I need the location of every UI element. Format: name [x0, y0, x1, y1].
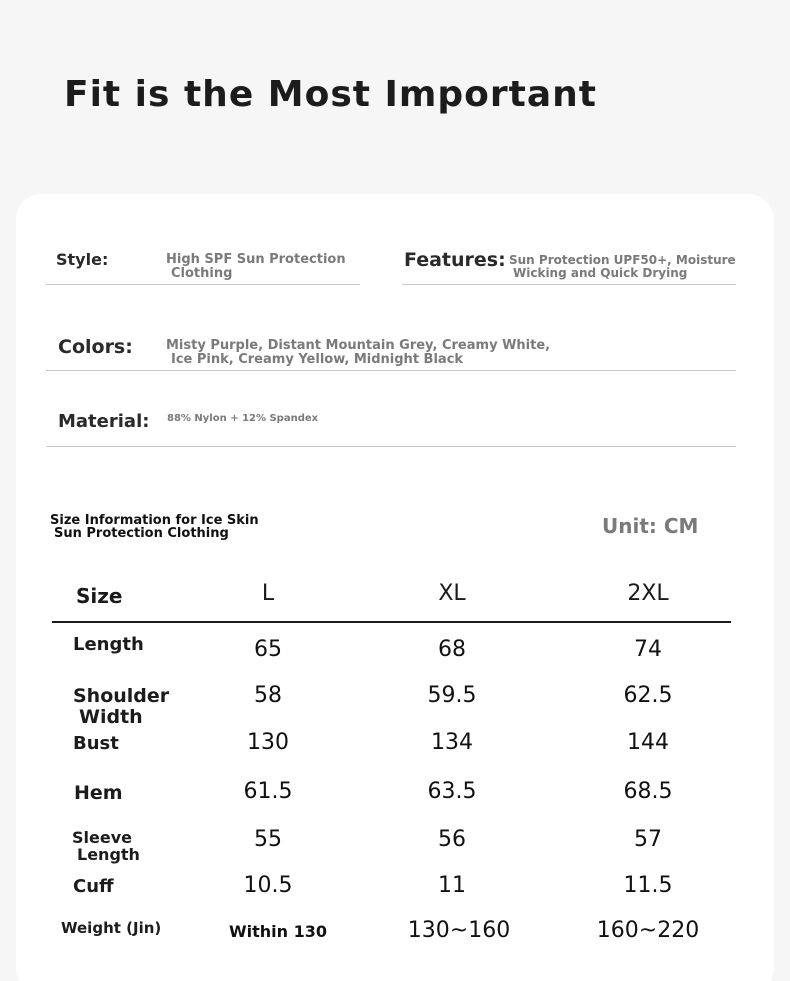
row-label-shoulder-width-line1: Shoulder	[73, 685, 170, 707]
colors-value-line2: Ice Pink, Creamy Yellow, Midnight Black	[171, 351, 464, 367]
material-value: 88% Nylon + 12% Spandex	[167, 413, 319, 424]
row-label-shoulder-width-line2: Width	[79, 705, 143, 728]
size-column-l: L	[261, 581, 275, 606]
style-value-line1: High SPF Sun Protection	[166, 252, 346, 267]
cell-weight-xl: 130~160	[407, 918, 511, 943]
cell-hem-2xl: 68.5	[623, 779, 673, 804]
cell-bust-2xl: 144	[627, 730, 669, 755]
row-label-weight	[61, 920, 161, 936]
style-value	[166, 253, 346, 280]
style-value-line2: Clothing	[171, 265, 233, 281]
row-label-sleeve-length-line2: Length	[77, 845, 140, 865]
colors-value-line1: Misty Purple, Distant Mountain Grey, Creamy White,	[166, 338, 551, 353]
size-info-title-line1: Size Information for Ice Skin	[50, 513, 259, 528]
style-divider	[46, 284, 360, 285]
cell-shoulder-width-xl: 59.5	[427, 683, 477, 708]
colors-value	[166, 339, 550, 366]
colors-label: Colors:	[58, 336, 133, 358]
cell-length-2xl: 74	[634, 637, 662, 662]
row-label-shoulder-width	[73, 686, 169, 727]
cell-cuff-l: 10.5	[243, 873, 293, 898]
cell-hem-xl: 63.5	[427, 779, 477, 804]
material-label: Material:	[58, 411, 150, 432]
row-label-hem	[74, 783, 123, 804]
row-label-bust-line1: Bust	[73, 733, 119, 754]
row-label-length	[73, 635, 144, 654]
row-label-cuff-line1: Cuff	[73, 876, 114, 897]
cell-bust-l: 130	[247, 730, 289, 755]
cell-weight-l: Within 130	[228, 922, 328, 941]
row-label-length-line1: Length	[73, 634, 144, 655]
row-label-weight-line1: Weight (Jin)	[61, 919, 162, 937]
row-label-sleeve-length-line1: Sleeve	[72, 828, 132, 847]
material-divider	[46, 446, 736, 447]
size-info-title	[50, 514, 259, 540]
unit-label: Unit: CM	[602, 514, 699, 538]
cell-bust-xl: 134	[431, 730, 473, 755]
cell-weight-2xl: 160~220	[596, 918, 700, 943]
size-column-2xl: 2XL	[627, 581, 669, 606]
features-divider	[402, 284, 736, 285]
row-label-cuff	[73, 877, 114, 896]
page-title: Fit is the Most Important	[64, 74, 597, 115]
header-divider	[52, 621, 731, 623]
features-value-line1: Sun Protection UPF50+, Moisture	[509, 253, 736, 267]
cell-cuff-xl: 11	[438, 873, 466, 898]
cell-sleeve-length-xl: 56	[438, 827, 466, 852]
row-label-hem-line1: Hem	[74, 782, 123, 804]
cell-hem-l: 61.5	[243, 779, 293, 804]
cell-length-l: 65	[254, 637, 282, 662]
colors-divider	[46, 370, 736, 371]
size-header: Size	[76, 584, 123, 608]
cell-cuff-2xl: 11.5	[623, 873, 673, 898]
cell-length-xl: 68	[438, 637, 466, 662]
features-value	[509, 254, 736, 279]
row-label-bust	[73, 734, 119, 753]
size-column-xl: XL	[438, 581, 466, 606]
cell-sleeve-length-2xl: 57	[634, 827, 662, 852]
style-label: Style:	[56, 250, 109, 269]
features-label: Features:	[404, 249, 506, 271]
cell-shoulder-width-2xl: 62.5	[623, 683, 673, 708]
row-label-sleeve-length	[72, 829, 140, 864]
features-value-line2: Wicking and Quick Drying	[513, 265, 688, 280]
cell-shoulder-width-l: 58	[254, 683, 282, 708]
size-info-title-line2: Sun Protection Clothing	[54, 526, 229, 541]
cell-sleeve-length-l: 55	[254, 827, 282, 852]
